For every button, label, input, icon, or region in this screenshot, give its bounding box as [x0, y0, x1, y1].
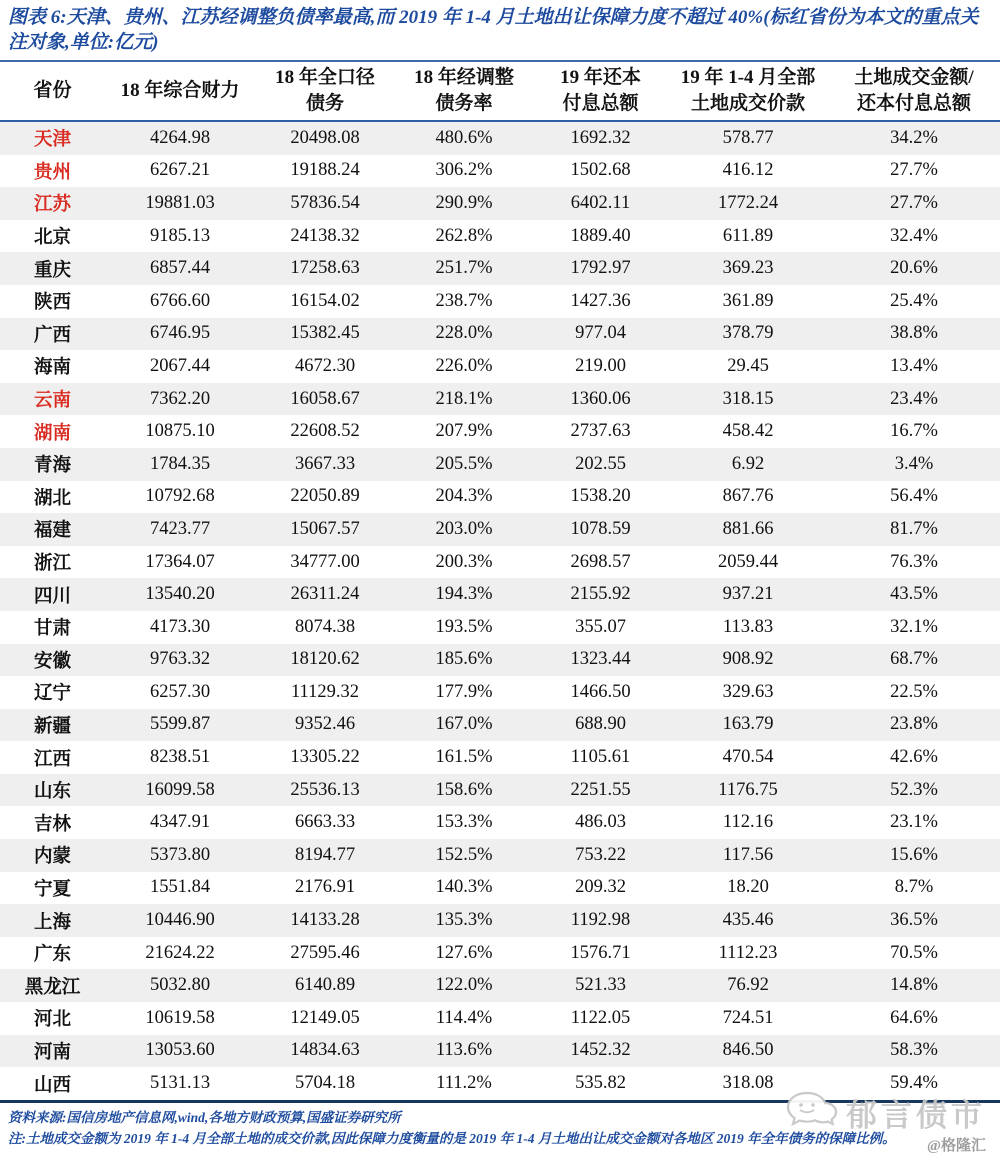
table-row: [0, 187, 1000, 220]
province-name: 河南: [33, 1042, 71, 1063]
cell-adjusted-debt-ratio-2018: 194.3%: [435, 584, 493, 605]
table-body: [0, 122, 1000, 1103]
cell-coverage-ratio: 59.4%: [890, 1073, 938, 1094]
province-name: 湖南: [33, 423, 71, 444]
cell-principal-interest-2019: 1889.40: [570, 225, 631, 246]
cell-adjusted-debt-ratio-2018: 127.6%: [435, 942, 493, 963]
cell-coverage-ratio: 70.5%: [890, 942, 938, 963]
cell-coverage-ratio: 8.7%: [894, 877, 934, 898]
cell-full-caliber-debt-2018: 57836.54: [290, 192, 360, 213]
table-row: [0, 937, 1000, 970]
cell-adjusted-debt-ratio-2018: 203.0%: [435, 518, 493, 539]
province-name: 贵州: [33, 162, 71, 183]
figure-title: 图表 6:天津、贵州、江苏经调整负债率最高,而 2019 年 1-4 月土地出让保障力度不超过 40%(标红省份为本文的重点关注对象,单位:亿元): [8, 7, 979, 53]
table-row: [0, 611, 1000, 644]
cell-full-caliber-debt-2018: 25536.13: [290, 779, 360, 800]
cell-principal-interest-2019: 688.90: [575, 714, 626, 735]
cell-land-sales-2019: 416.12: [722, 160, 774, 181]
table-row: [0, 155, 1000, 188]
province-name: 新疆: [33, 716, 71, 737]
table-row: [0, 578, 1000, 611]
cell-full-caliber-debt-2018: 22608.52: [290, 421, 360, 442]
cell-adjusted-debt-ratio-2018: 251.7%: [435, 258, 493, 279]
province-name: 江苏: [33, 195, 71, 216]
cell-principal-interest-2019: 1466.50: [570, 681, 631, 702]
cell-full-caliber-debt-2018: 20498.08: [290, 127, 360, 148]
cell-fiscal-strength-2018: 21624.22: [145, 942, 215, 963]
cell-adjusted-debt-ratio-2018: 152.5%: [435, 844, 493, 865]
cell-principal-interest-2019: 202.55: [575, 453, 626, 474]
cell-adjusted-debt-ratio-2018: 238.7%: [435, 290, 493, 311]
cell-coverage-ratio: 58.3%: [890, 1040, 938, 1061]
cell-fiscal-strength-2018: 9763.32: [149, 649, 211, 670]
cell-adjusted-debt-ratio-2018: 161.5%: [435, 747, 493, 768]
cell-fiscal-strength-2018: 13053.60: [145, 1040, 215, 1061]
cell-fiscal-strength-2018: 19881.03: [145, 192, 215, 213]
province-name: 北京: [33, 228, 71, 249]
table-row: [0, 676, 1000, 709]
table-row: [0, 872, 1000, 905]
cell-principal-interest-2019: 1692.32: [570, 127, 631, 148]
cell-coverage-ratio: 23.4%: [890, 388, 938, 409]
cell-fiscal-strength-2018: 8238.51: [149, 747, 211, 768]
cell-adjusted-debt-ratio-2018: 228.0%: [435, 323, 493, 344]
province-name: 广东: [33, 945, 71, 966]
cell-land-sales-2019: 578.77: [722, 127, 774, 148]
province-name: 内蒙: [33, 847, 71, 868]
cell-full-caliber-debt-2018: 15067.57: [290, 518, 360, 539]
cell-fiscal-strength-2018: 5599.87: [149, 714, 211, 735]
cell-principal-interest-2019: 219.00: [575, 355, 626, 376]
cell-principal-interest-2019: 355.07: [575, 616, 626, 637]
cell-full-caliber-debt-2018: 4672.30: [294, 355, 356, 376]
province-name: 重庆: [33, 260, 71, 281]
cell-land-sales-2019: 329.63: [722, 681, 774, 702]
cell-coverage-ratio: 64.6%: [890, 1007, 938, 1028]
cell-fiscal-strength-2018: 10446.90: [145, 910, 215, 931]
cell-fiscal-strength-2018: 6267.21: [149, 160, 211, 181]
cell-fiscal-strength-2018: 7362.20: [149, 388, 211, 409]
cell-land-sales-2019: 369.23: [722, 258, 774, 279]
table-row: [0, 513, 1000, 546]
cell-full-caliber-debt-2018: 2176.91: [294, 877, 356, 898]
cell-adjusted-debt-ratio-2018: 158.6%: [435, 779, 493, 800]
cell-fiscal-strength-2018: 4264.98: [149, 127, 211, 148]
column-header-principal-interest-2019: 19 年还本 付息总额: [560, 67, 641, 114]
cell-land-sales-2019: 117.56: [722, 844, 774, 865]
cell-fiscal-strength-2018: 6766.60: [149, 290, 211, 311]
table-row: [0, 1067, 1000, 1100]
cell-land-sales-2019: 29.45: [727, 355, 769, 376]
cell-full-caliber-debt-2018: 12149.05: [290, 1007, 360, 1028]
table-row: [0, 448, 1000, 481]
table-row: [0, 741, 1000, 774]
cell-adjusted-debt-ratio-2018: 226.0%: [435, 355, 493, 376]
table-row: [0, 415, 1000, 448]
cell-principal-interest-2019: 521.33: [575, 975, 626, 996]
cell-full-caliber-debt-2018: 8194.77: [294, 844, 356, 865]
province-name: 云南: [33, 391, 71, 412]
cell-coverage-ratio: 76.3%: [890, 551, 938, 572]
cell-coverage-ratio: 81.7%: [890, 518, 938, 539]
province-name: 福建: [33, 521, 71, 542]
table-row: [0, 318, 1000, 351]
table-row: [0, 350, 1000, 383]
cell-fiscal-strength-2018: 17364.07: [145, 551, 215, 572]
cell-principal-interest-2019: 1078.59: [570, 518, 631, 539]
cell-fiscal-strength-2018: 7423.77: [149, 518, 211, 539]
column-header-fiscal-strength-2018: 18 年综合财力: [120, 80, 240, 101]
cell-coverage-ratio: 23.1%: [890, 812, 938, 833]
cell-principal-interest-2019: 1538.20: [570, 486, 631, 507]
cell-fiscal-strength-2018: 4173.30: [149, 616, 211, 637]
cell-fiscal-strength-2018: 5373.80: [149, 844, 211, 865]
cell-fiscal-strength-2018: 1551.84: [149, 877, 211, 898]
table-row: [0, 806, 1000, 839]
cell-principal-interest-2019: 1576.71: [570, 942, 631, 963]
source-line: 资料来源:国信房地产信息网,wind,各地方财政预算,国盛证券研究所: [8, 1109, 401, 1125]
cell-adjusted-debt-ratio-2018: 306.2%: [435, 160, 493, 181]
table-row: [0, 644, 1000, 677]
cell-fiscal-strength-2018: 5032.80: [149, 975, 211, 996]
cell-land-sales-2019: 18.20: [727, 877, 769, 898]
cell-land-sales-2019: 112.16: [722, 812, 774, 833]
cell-land-sales-2019: 2059.44: [717, 551, 779, 572]
cell-principal-interest-2019: 209.32: [575, 877, 626, 898]
province-name: 陕西: [33, 293, 71, 314]
table-row: [0, 1035, 1000, 1068]
cell-coverage-ratio: 34.2%: [890, 127, 938, 148]
cell-adjusted-debt-ratio-2018: 193.5%: [435, 616, 493, 637]
cell-principal-interest-2019: 1427.36: [570, 290, 631, 311]
table-row: [0, 122, 1000, 155]
province-name: 河北: [33, 1010, 71, 1031]
cell-adjusted-debt-ratio-2018: 114.4%: [435, 1007, 493, 1028]
cell-adjusted-debt-ratio-2018: 480.6%: [435, 127, 493, 148]
province-name: 上海: [33, 912, 71, 933]
column-header-coverage-ratio: 土地成交金额/ 还本付息总额: [854, 67, 974, 114]
province-name: 青海: [33, 456, 71, 477]
cell-land-sales-2019: 1772.24: [717, 192, 779, 213]
cell-adjusted-debt-ratio-2018: 207.9%: [435, 421, 493, 442]
cell-land-sales-2019: 724.51: [722, 1007, 774, 1028]
table-row: [0, 709, 1000, 742]
cell-coverage-ratio: 36.5%: [890, 910, 938, 931]
cell-principal-interest-2019: 1452.32: [570, 1040, 631, 1061]
cell-fiscal-strength-2018: 10792.68: [145, 486, 215, 507]
province-name: 安徽: [33, 651, 71, 672]
cell-land-sales-2019: 908.92: [722, 649, 774, 670]
province-name: 吉林: [33, 814, 71, 835]
cell-full-caliber-debt-2018: 13305.22: [290, 747, 360, 768]
province-name: 浙江: [33, 554, 71, 575]
cell-principal-interest-2019: 2737.63: [570, 421, 631, 442]
cell-coverage-ratio: 27.7%: [890, 160, 938, 181]
cell-land-sales-2019: 361.89: [722, 290, 774, 311]
table-header-row: [0, 62, 1000, 122]
cell-coverage-ratio: 23.8%: [890, 714, 938, 735]
column-header-adjusted-debt-ratio-2018: 18 年经调整 债务率: [414, 67, 514, 114]
province-name: 江西: [33, 749, 71, 770]
cell-full-caliber-debt-2018: 15382.45: [290, 323, 360, 344]
cell-adjusted-debt-ratio-2018: 218.1%: [435, 388, 493, 409]
cell-full-caliber-debt-2018: 16154.02: [290, 290, 360, 311]
column-header-land-sales-2019: 19 年 1-4 月全部 土地成交价款: [680, 67, 816, 114]
cell-adjusted-debt-ratio-2018: 205.5%: [435, 453, 493, 474]
cell-adjusted-debt-ratio-2018: 177.9%: [435, 681, 493, 702]
cell-principal-interest-2019: 977.04: [575, 323, 626, 344]
cell-land-sales-2019: 435.46: [722, 910, 774, 931]
cell-adjusted-debt-ratio-2018: 200.3%: [435, 551, 493, 572]
cell-adjusted-debt-ratio-2018: 185.6%: [435, 649, 493, 670]
figure-footer: [0, 1103, 1000, 1149]
cell-land-sales-2019: 163.79: [722, 714, 774, 735]
cell-land-sales-2019: 937.21: [722, 584, 774, 605]
cell-land-sales-2019: 76.92: [727, 975, 769, 996]
cell-full-caliber-debt-2018: 34777.00: [290, 551, 360, 572]
cell-full-caliber-debt-2018: 19188.24: [290, 160, 360, 181]
cell-full-caliber-debt-2018: 14834.63: [290, 1040, 360, 1061]
cell-full-caliber-debt-2018: 6663.33: [294, 812, 356, 833]
cell-coverage-ratio: 25.4%: [890, 290, 938, 311]
cell-full-caliber-debt-2018: 8074.38: [294, 616, 356, 637]
cell-land-sales-2019: 867.76: [722, 486, 774, 507]
cell-land-sales-2019: 318.08: [722, 1073, 774, 1094]
cell-land-sales-2019: 470.54: [722, 747, 774, 768]
cell-fiscal-strength-2018: 6857.44: [149, 258, 211, 279]
cell-principal-interest-2019: 1502.68: [570, 160, 631, 181]
column-header-full-caliber-debt-2018: 18 年全口径 债务: [275, 67, 375, 114]
cell-full-caliber-debt-2018: 14133.28: [290, 910, 360, 931]
province-name: 宁夏: [33, 879, 71, 900]
cell-land-sales-2019: 611.89: [722, 225, 774, 246]
cell-principal-interest-2019: 753.22: [575, 844, 626, 865]
cell-land-sales-2019: 113.83: [722, 616, 774, 637]
cell-full-caliber-debt-2018: 18120.62: [290, 649, 360, 670]
cell-fiscal-strength-2018: 16099.58: [145, 779, 215, 800]
cell-adjusted-debt-ratio-2018: 113.6%: [435, 1040, 493, 1061]
cell-adjusted-debt-ratio-2018: 290.9%: [435, 192, 493, 213]
cell-fiscal-strength-2018: 1784.35: [149, 453, 211, 474]
province-name: 黑龙江: [24, 977, 81, 998]
table-row: [0, 904, 1000, 937]
table-row: [0, 383, 1000, 416]
table-row: [0, 252, 1000, 285]
cell-adjusted-debt-ratio-2018: 135.3%: [435, 910, 493, 931]
table-row: [0, 285, 1000, 318]
cell-fiscal-strength-2018: 5131.13: [149, 1073, 211, 1094]
cell-principal-interest-2019: 6402.11: [570, 192, 631, 213]
cell-coverage-ratio: 68.7%: [890, 649, 938, 670]
watermark-credit: @格隆汇: [927, 1138, 986, 1154]
cell-coverage-ratio: 3.4%: [894, 453, 934, 474]
cell-full-caliber-debt-2018: 5704.18: [294, 1073, 356, 1094]
cell-coverage-ratio: 52.3%: [890, 779, 938, 800]
cell-land-sales-2019: 1176.75: [718, 779, 778, 800]
cell-principal-interest-2019: 486.03: [575, 812, 626, 833]
cell-full-caliber-debt-2018: 27595.46: [290, 942, 360, 963]
cell-adjusted-debt-ratio-2018: 111.2%: [436, 1073, 492, 1094]
cell-principal-interest-2019: 1122.05: [570, 1007, 631, 1028]
column-header-province: 省份: [33, 80, 72, 101]
cell-full-caliber-debt-2018: 17258.63: [290, 258, 360, 279]
cell-fiscal-strength-2018: 6746.95: [149, 323, 211, 344]
cell-full-caliber-debt-2018: 9352.46: [294, 714, 356, 735]
cell-land-sales-2019: 318.15: [722, 388, 774, 409]
cell-land-sales-2019: 458.42: [722, 421, 774, 442]
table-row: [0, 839, 1000, 872]
cell-land-sales-2019: 6.92: [731, 453, 765, 474]
cell-principal-interest-2019: 2698.57: [570, 551, 631, 572]
cell-coverage-ratio: 32.4%: [890, 225, 938, 246]
province-name: 湖北: [33, 488, 71, 509]
province-name: 天津: [33, 130, 71, 151]
province-name: 甘肃: [33, 619, 71, 640]
cell-coverage-ratio: 16.7%: [890, 421, 938, 442]
cell-adjusted-debt-ratio-2018: 153.3%: [435, 812, 493, 833]
province-name: 四川: [33, 586, 71, 607]
cell-full-caliber-debt-2018: 24138.32: [290, 225, 360, 246]
cell-full-caliber-debt-2018: 11129.32: [290, 681, 359, 702]
cell-principal-interest-2019: 2155.92: [570, 584, 631, 605]
cell-full-caliber-debt-2018: 16058.67: [290, 388, 360, 409]
province-name: 山东: [33, 782, 71, 803]
cell-fiscal-strength-2018: 6257.30: [149, 681, 211, 702]
cell-coverage-ratio: 15.6%: [890, 844, 938, 865]
province-name: 广西: [33, 325, 71, 346]
cell-principal-interest-2019: 535.82: [575, 1073, 626, 1094]
cell-fiscal-strength-2018: 2067.44: [149, 355, 211, 376]
province-name: 辽宁: [33, 684, 71, 705]
note-line: 注:土地成交金额为 2019 年 1-4 月全部土地的成交价款,因此保障力度衡量的是 2019 年 1-4 月土地出让成交金额对各地区 2019 年全年债务的保障比例。: [8, 1131, 896, 1147]
cell-adjusted-debt-ratio-2018: 122.0%: [435, 975, 493, 996]
cell-full-caliber-debt-2018: 3667.33: [294, 453, 356, 474]
table-row: [0, 220, 1000, 253]
cell-fiscal-strength-2018: 10875.10: [145, 421, 215, 442]
province-name: 山西: [33, 1075, 71, 1096]
cell-full-caliber-debt-2018: 22050.89: [290, 486, 360, 507]
province-name: 海南: [33, 358, 71, 379]
table-row: [0, 969, 1000, 1002]
cell-land-sales-2019: 846.50: [722, 1040, 774, 1061]
cell-adjusted-debt-ratio-2018: 204.3%: [435, 486, 493, 507]
cell-fiscal-strength-2018: 13540.20: [145, 584, 215, 605]
cell-land-sales-2019: 881.66: [722, 518, 774, 539]
cell-full-caliber-debt-2018: 26311.24: [290, 584, 360, 605]
cell-land-sales-2019: 1112.23: [718, 942, 778, 963]
cell-fiscal-strength-2018: 4347.91: [149, 812, 211, 833]
cell-coverage-ratio: 32.1%: [890, 616, 938, 637]
cell-adjusted-debt-ratio-2018: 140.3%: [435, 877, 493, 898]
cell-principal-interest-2019: 1323.44: [570, 649, 631, 670]
watermark-brand: 郁言债市: [846, 1098, 986, 1133]
data-table: [0, 62, 1000, 1103]
cell-coverage-ratio: 56.4%: [890, 486, 938, 507]
cell-principal-interest-2019: 1792.97: [570, 258, 631, 279]
cell-coverage-ratio: 38.8%: [890, 323, 938, 344]
cell-coverage-ratio: 14.8%: [890, 975, 938, 996]
cell-coverage-ratio: 20.6%: [890, 258, 938, 279]
cell-adjusted-debt-ratio-2018: 262.8%: [435, 225, 493, 246]
cell-principal-interest-2019: 1192.98: [570, 910, 631, 931]
cell-adjusted-debt-ratio-2018: 167.0%: [435, 714, 493, 735]
cell-coverage-ratio: 13.4%: [890, 355, 938, 376]
table-row: [0, 546, 1000, 579]
cell-coverage-ratio: 43.5%: [890, 584, 938, 605]
table-row: [0, 774, 1000, 807]
cell-coverage-ratio: 22.5%: [890, 681, 938, 702]
cell-principal-interest-2019: 1360.06: [570, 388, 631, 409]
cell-fiscal-strength-2018: 9185.13: [149, 225, 211, 246]
cell-full-caliber-debt-2018: 6140.89: [294, 975, 356, 996]
cell-land-sales-2019: 378.79: [722, 323, 774, 344]
cell-coverage-ratio: 27.7%: [890, 192, 938, 213]
cell-principal-interest-2019: 2251.55: [570, 779, 631, 800]
cell-coverage-ratio: 42.6%: [890, 747, 938, 768]
table-row: [0, 481, 1000, 514]
table-row: [0, 1002, 1000, 1035]
cell-principal-interest-2019: 1105.61: [570, 747, 631, 768]
cell-fiscal-strength-2018: 10619.58: [145, 1007, 215, 1028]
